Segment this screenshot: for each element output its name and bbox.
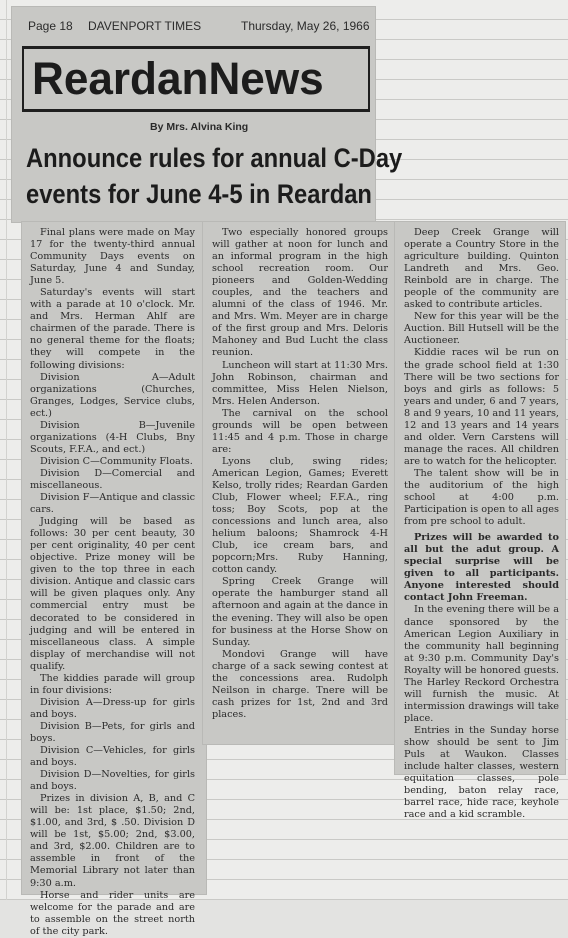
paragraph: Division B—Juvenile organizations (4-H Clubs, Bny Scouts, F.F.A., and ect.) [30, 419, 195, 455]
paragraph: Division A—Dress-up for girls and boys. [30, 696, 195, 720]
newspaper-name: DAVENPORT TIMES [88, 19, 202, 33]
paragraph: Entries in the Sunday horse show should be sent to Jim Puls at Waukon. Classes include halter classes, western equitation classes, pole bending, baton relay race, barrel race, hide race, keyhole race and a kid scramble. [404, 724, 559, 821]
paragraph: Luncheon will start at 11:30 Mrs. John Robinson, chairman and committee, Miss Helen Nielson, Mrs. Helen Anderson. [212, 359, 388, 407]
article-headline [26, 140, 403, 212]
paragraph: Deep Creek Grange will operate a Country Store in the agriculture building. Quinton Landreth and Mrs. Geo. Reinbold are in charge. The people of the community are asked to contribute articles. [404, 227, 559, 311]
newspaper-header-line [28, 16, 368, 36]
paragraph: Judging will be based as follows: 30 per cent beauty, 30 per cent originality, 40 per cent objective. Prize money will be given to the top three in each division. Antique and classic cars will be given plaques only. Any commercial entry must be decorated to be considered in judging and will be entered in miscellaneous class. A simple display of merchandise will not qualify. [30, 516, 195, 672]
article-column-2 [212, 227, 388, 721]
paragraph: The carnival on the school grounds will be open between 11:45 and 4 p.m. Those in charge are: [212, 407, 388, 455]
issue-date: Thursday, May 26, 1966 [241, 19, 370, 33]
paragraph: Division C—Community Floats. [40, 455, 193, 467]
paragraph: Division F—Antique and classic cars. [30, 492, 195, 516]
page-number: Page 18 [28, 19, 73, 33]
masthead-box [22, 46, 370, 112]
paragraph: Division B—Pets, for girls and boys. [30, 720, 195, 744]
paragraph: The kiddies parade will group in four divisions: [30, 672, 195, 696]
article-column-3 [404, 227, 559, 821]
paragraph: Lyons club, swing rides; American Legion, Games; Everett Kelso, trolly rides; Reardan Garden Club, Flower wheel; F.F.A., ring toss; Boy Scots, pop at the concessions and lunch area, also helium baloons; Shamrock 4-H Club, ice cream bars, and popcorn;Mrs. Ruby Hanning, cotton candy. [212, 455, 388, 576]
paragraph: Division D—Comercial and miscellaneous. [30, 467, 195, 491]
paragraph: The talent show will be in the auditorium of the high school at 4:00 p.m. Participation is open to all ages from pre school to adult. [404, 467, 559, 528]
paragraph: Saturday's events will start with a parade at 10 o'clock. Mr. and Mrs. Herman Ahlf are chairmen of the parade. There is no general theme for the floats; they will compete in the following divisions: [30, 287, 195, 371]
headline-line-1: Announce rules for annual C-Day [26, 143, 403, 173]
paragraph: Kiddie races wil be run on the grade school field at 1:30 There will be two sections for boys and girls as follows: 5 years and under, 6 and 7 years, 8 and 9 years, 10 and 11 years, 12 and 13 years and 14 years and older. Vern Carstens will manage the races. All children are to watch for the helicopter. [404, 347, 559, 467]
article-column-1 [30, 227, 195, 938]
paragraph: Final plans were made on May 17 for the twenty-third annual Community Days events on Saturday, June 4 and Sunday, June 5. [30, 227, 195, 287]
headline-line-2: events for June 4-5 in Reardan [26, 179, 372, 209]
byline: By Mrs. Alvina King [150, 121, 249, 133]
masthead-title: ReardanNews [32, 53, 324, 104]
paragraph: Two especially honored groups will gather at noon for lunch and an informal program in the high school recreation room. Our pioneers and Golden-Wedding couples, and the teachers and alumni of the class of 1946. Mr. and Mrs. Wm. Meyer are in charge of the first group and Mrs. Deloris Mahoney and Bud Lucht the class reunion. [212, 227, 388, 359]
paragraph: Division C—Vehicles, for girls and boys. [30, 745, 195, 769]
paragraph: Horse and rider units are welcome for the parade and are to assemble on the street north of the city park. [30, 889, 195, 937]
paragraph: Division A—Adult organizations (Churches, Granges, Lodges, Service clubs, ect.) [30, 371, 195, 419]
paragraph: Prizes in division A, B, and C will be: 1st place, $1.50; 2nd, $1.00, and 3rd, $ .50. Division D will be 1st, $5.00; 2nd, $3.00, and 3rd, $2.00. Children are to assemble in front of the Memorial Library not later than 9:30 a.m. [30, 793, 195, 889]
paragraph: Division D—Novelties, for girls and boys. [30, 769, 195, 793]
paragraph: New for this year will be the Auction. Bill Hutsell will be the Auctioneer. [404, 311, 559, 347]
paragraph: Spring Creek Grange will operate the hamburger stand all afternoon and again at the dance in the evening. They will also be open for business at the Horse Show on Sunday. [212, 576, 388, 648]
paragraph: In the evening there will be a dance sponsored by the American Legion Auxiliary in the community hall beginning at 9:30 p.m. Community Day's Royalty will be honored guests. The Harley Reckord Orchestra will furnish the music. At intermission drawings will take place. [404, 604, 559, 724]
paragraph: Prizes will be awarded to all but the adut group. A special surprise will be given to all participants. Anyone interested should contact John Freeman. [404, 532, 559, 604]
paragraph: Mondovi Grange will have charge of a sack sewing contest at the concessions area. Rudolph Neilson in charge. Tnere will be cash prizes for 1st, 2nd and 3rd places. [212, 648, 388, 720]
page-margin-line [6, 0, 7, 900]
